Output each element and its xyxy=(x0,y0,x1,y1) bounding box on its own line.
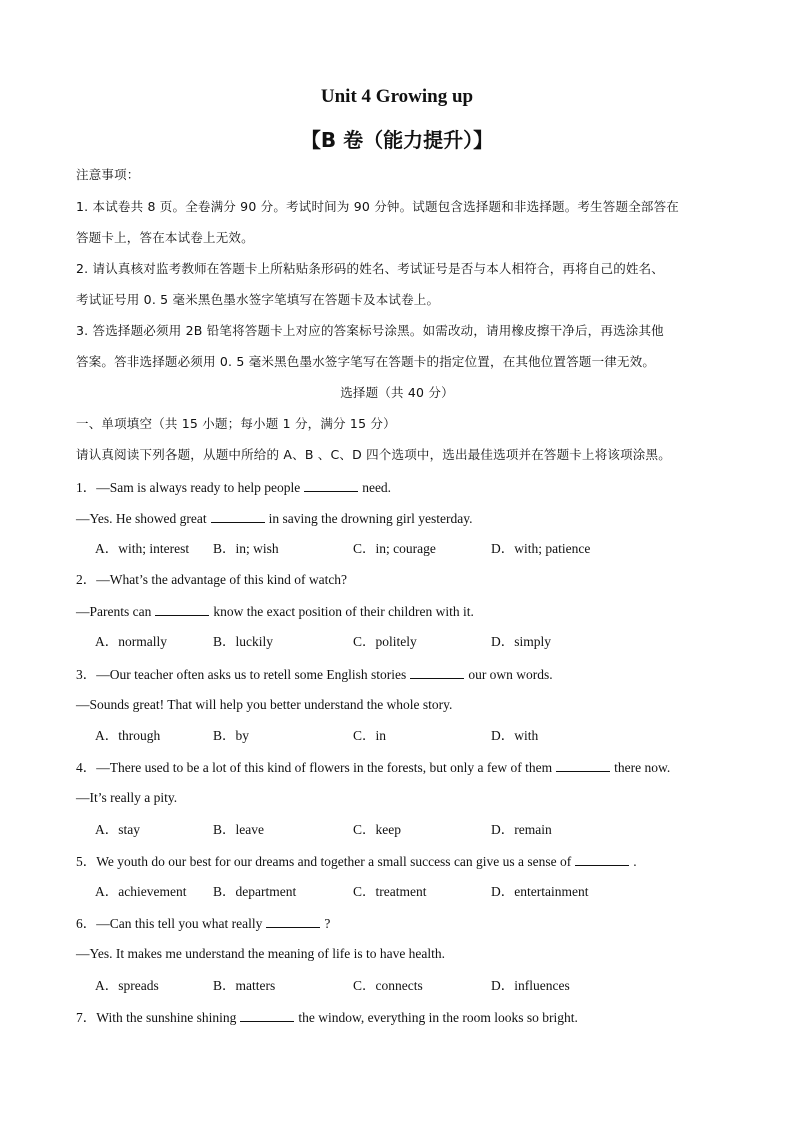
option-a: A．spreads xyxy=(95,978,159,993)
question-2-stem: 2．—What’s the advantage of this kind of watch? xyxy=(76,572,348,587)
option-d: D．entertainment xyxy=(491,884,589,899)
question-6-reply: —Yes. It makes me understand the meaning of life is to have health. xyxy=(76,946,446,961)
option-a: A．through xyxy=(95,728,161,743)
paper-subtitle: 【B 卷（能力提升）】 xyxy=(300,128,494,152)
instruction-text: 请认真阅读下列各题，从题中所给的 A、B 、C、D 四个选项中，选出最佳选项并在答题卡上将该项涂黑。 xyxy=(76,447,671,462)
option-d: D．simply xyxy=(491,634,552,649)
notes-heading: 注意事项： xyxy=(76,167,140,182)
option-c: C．connects xyxy=(353,978,423,993)
question-3-reply: —Sounds great! That will help you better understand the whole story. xyxy=(76,697,453,712)
option-c: C．politely xyxy=(353,634,417,649)
option-c: C．in xyxy=(353,728,387,743)
section-title: 选择题（共 40 分） xyxy=(340,385,454,400)
option-b: B．in; wish xyxy=(213,541,279,556)
answer-blank xyxy=(211,510,265,523)
notes-line: 2. 请认真核对监考教师在答题卡上所粘贴条形码的姓名、考试证号是否与本人相符合，再将自己的姓名、 xyxy=(76,261,665,276)
question-1-stem: 1．—Sam is always ready to help people need. xyxy=(76,480,392,495)
option-a: A．achievement xyxy=(95,884,187,899)
answer-blank xyxy=(304,479,358,492)
answer-blank xyxy=(556,759,610,772)
notes-line: 考试证号用 0. 5 毫米黑色墨水签字笔填写在答题卡及本试卷上。 xyxy=(76,292,440,307)
option-d: D．remain xyxy=(491,822,552,837)
question-7-stem: 7．With the sunshine shining the window, everything in the room looks so bright. xyxy=(76,1010,578,1025)
option-d: D．with; patience xyxy=(491,541,591,556)
question-4-stem: 4．—There used to be a lot of this kind of flowers in the forests, but only a few of them there now. xyxy=(76,760,671,775)
answer-blank xyxy=(155,603,209,616)
option-c: C．keep xyxy=(353,822,401,837)
question-4-reply: —It’s really a pity. xyxy=(76,790,178,805)
option-c: C．treatment xyxy=(353,884,427,899)
option-a: A．stay xyxy=(95,822,140,837)
answer-blank xyxy=(575,853,629,866)
question-6-stem: 6．—Can this tell you what really ? xyxy=(76,916,331,931)
question-5-stem: 5．We youth do our best for our dreams and together a small success can give us a sense of . xyxy=(76,854,637,869)
option-a: A．with; interest xyxy=(95,541,190,556)
answer-blank xyxy=(410,666,464,679)
notes-line: 答题卡上，答在本试卷上无效。 xyxy=(76,230,254,245)
option-d: D．influences xyxy=(491,978,570,993)
answer-blank xyxy=(240,1009,294,1022)
question-3-stem: 3．—Our teacher often asks us to retell some English stories our own words. xyxy=(76,667,553,682)
option-d: D．with xyxy=(491,728,539,743)
option-a: A．normally xyxy=(95,634,167,649)
notes-line: 3. 答选择题必须用 2B 铅笔将答题卡上对应的答案标号涂黑。如需改动，请用橡皮擦干净后，再选涂其他 xyxy=(76,323,664,338)
option-b: B．department xyxy=(213,884,297,899)
page-title: Unit 4 Growing up xyxy=(320,86,474,107)
notes-line: 1. 本试卷共 8 页。全卷满分 90 分。考试时间为 90 分钟。试题包含选择题和非选择题。考生答题全部答在 xyxy=(76,199,680,214)
option-b: B．leave xyxy=(213,822,264,837)
question-1-reply: —Yes. He showed great in saving the drowning girl yesterday. xyxy=(76,511,473,526)
part-heading: 一、单项填空（共 15 小题；每小题 1 分，满分 15 分） xyxy=(76,416,396,431)
answer-blank xyxy=(266,915,320,928)
option-b: B．matters xyxy=(213,978,276,993)
option-b: B．luckily xyxy=(213,634,273,649)
notes-line: 答案。答非选择题必须用 0. 5 毫米黑色墨水签字笔写在答题卡的指定位置，在其他位置答题一律无效。 xyxy=(76,354,656,369)
option-c: C．in; courage xyxy=(353,541,436,556)
option-b: B．by xyxy=(213,728,250,743)
question-2-reply: —Parents can know the exact position of their children with it. xyxy=(76,604,474,619)
